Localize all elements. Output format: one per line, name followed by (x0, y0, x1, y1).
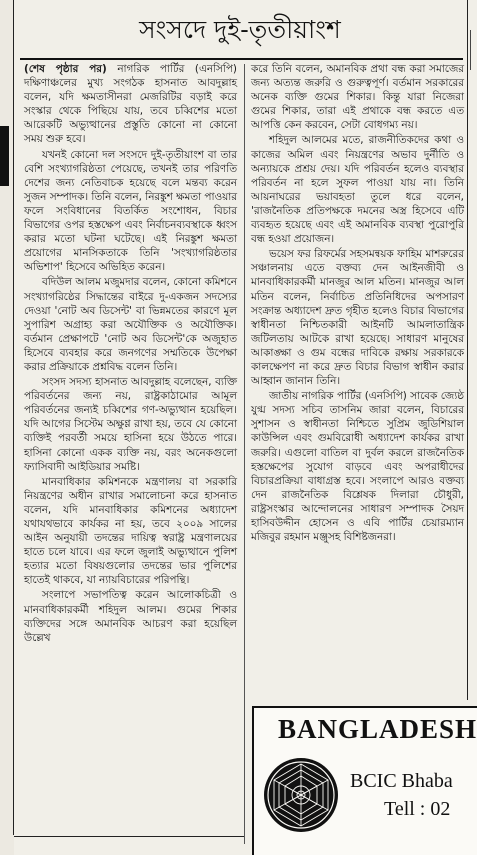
right-border-rule (467, 0, 468, 700)
paragraph-10: জাতীয় নাগরিক পার্টির (এনসিপি) সাবেক জ্যেষ্ঠ যুগ্ম সদস্য সচিব তাসনিম জারা বলেন, বিচারের সুশাসন ও স্বাধীনতা নিশ্চিতে সুপ্রিম জুডিশিয়াল কাউন্সিল এবং গুমবিরোধী অধ্যাদেশ কার্যকর রাখা জরুরি। এগুলো বাতিল বা দুর্বল করলে রাজনৈতিক হস্তক্ষেপের সুযোগ বাড়বে এবং অপরাধীদের বিচারপ্রক্রিয়া বাধাগ্রস্ত হবে। সংলাপে আরও বক্তব্য দেন রাজনৈতিক বিশ্লেষক দিলারা চৌধুরী, রাষ্ট্রসংস্কার আন্দোলনের সাধারণ সম্পাদক সৈয়দ হাসিবউদ্দীন হোসেন ও এবি পার্টির চেয়ারম্যান মজিবুর রহমান মঞ্জুসহ বিশিষ্টজনরা। (251, 390, 464, 544)
paragraph-2: যখনই কোনো দল সংসদে দুই-তৃতীয়াংশ বা তার বেশি সংখ্যাগরিষ্ঠতা পেয়েছে, তখনই তার পরিণতি দেশের জন্য নেতিবাচক হয়েছে বলে মন্তব্য করেন সুজন সম্পাদক। তিনি বলেন, নিরঙ্কুশ ক্ষমতা পাওয়ার ফলে সংবিধানের বিতর্কিত সংশোধন, বিচার বিভাগের ওপর হস্তক্ষেপ এবং নির্বাচনব্যবস্থাকে ধ্বংস করার মতো ঘটনা ঘটেছে। এই নিরঙ্কুশ ক্ষমতা প্রয়োগের মানসিকতাকে তিনি 'সংখ্যাগরিষ্ঠতার অভিশাপ' হিসেবে অভিহিত করেন। (24, 148, 237, 274)
ad-title: BANGLADESH (278, 714, 477, 744)
advertisement-box (252, 706, 477, 855)
paragraph-9: ভয়েস ফর রিফর্মের সহসমন্বয়ক ফাহিম মাশরুরের সঞ্চালনায় এতে বক্তব্য দেন আইনজীবী ও মানবাধিকারকর্মী মানজুর আল মতিন। মানজুর আল মতিন বলেন, নির্বাচিত প্রতিনিধিদের অপসারণ সংক্রান্ত অধ্যাদেশ দ্রুত গৃহীত হলেও বিচার বিভাগের স্বাধীনতা নিশ্চিতকারী আইনটি আমলাতান্ত্রিক জটিলতায় আটকে রাখা হয়েছে। সাধারণ মানুষের আকাঙ্ক্ষা ও গুম বন্ধের দাবিকে রক্ষায় সরকারকে কালক্ষেপণ না করে দ্রুত বিচার বিভাগ স্বাধীন করার আহ্বান জানান তিনি। (251, 248, 464, 388)
bcic-logo-icon (262, 756, 340, 834)
ad-phone-line: Tell : 02 (384, 798, 451, 820)
adjacent-column-marker (0, 126, 9, 186)
paragraph-1-text: নাগরিক পার্টির (এনসিপি) দক্ষিণাঞ্চলের মুখ্য সংগঠক হাসনাত আবদুল্লাহ বলেন, যদি ক্ষমতাসীনরা মেজরিটির বড়াই করে সংস্কার থেকে পিছিয়ে যায়, তবে চব্বিশের মতো আরেকটি অভ্যুত্থানের প্রস্তুতি কোনো না কোনো সময় শুরু হবে। (24, 63, 237, 146)
article-headline: সংসদে দুই-তৃতীয়াংশ (139, 14, 341, 44)
paragraph-8: শহিদুল আলমের মতে, রাজনীতিকদের কথা ও কাজের অমিল এবং নিয়ন্ত্রণের অভাব দুর্নীতি ও অন্যায়কে প্রশ্রয় দেয়। যদি পরিবর্তন হলেও ব্যবস্থার পরিবর্তন না হলে সুফল পাওয়া যায় না। তিনি আয়নাঘরের ভয়াবহতা তুলে ধরে বলেন, 'রাজনৈতিক প্রতিপক্ষকে দমনের অস্ত্র হিসেবে এটি ব্যবহৃত হয়েছে এবং এই অমানবিক ব্যবস্থা পুরোপুরি বন্ধ হওয়া প্রয়োজন। (251, 134, 464, 246)
ad-address-line: BCIC Bhaba (350, 770, 453, 792)
paragraph-6: সংলাপে সভাপতিত্ব করেন আলোকচিত্রী ও মানবাধিকারকর্মী শহিদুল আলম। গুমের শিকার ব্যক্তিদের সঙ্গে অমানবিক আচরণ করা হয়েছিল উল্লেখ (24, 589, 237, 644)
headline-divider (20, 58, 463, 60)
article-column-left (24, 62, 237, 646)
paragraph-7: করে তিনি বলেন, অমানবিক প্রথা বন্ধ করা সমাজের জন্য অত্যন্ত জরুরি ও গুরুত্বপূর্ণ। বর্তমান সরকারের অনেক ব্যক্তি গুমের শিকার। কিন্তু যারা নিজেরা গুমের শিকার, তারা এই প্রথাকে বন্ধ করতে এত আপত্তি কেন করবেন, সেটা বোধগম্য নয়। (251, 63, 464, 132)
paragraph-4: সংসদ সদস্য হাসনাত আবদুল্লাহ বলেছেন, ব্যক্তি পরিবর্তনের জন্য নয়, রাষ্ট্রকাঠামোর আমূল পরিবর্তনের জন্যই চব্বিশের গণ-অভ্যুত্থান হয়েছিল। যদি আগের সিস্টেম অক্ষুণ্ণ রাখা হয়, তবে যে কোনো ব্যক্তিই পরবর্তী সময়ে হাসিনা হয়ে উঠতে পারে। হাসিনা কোনো একক ব্যক্তি নয়, বরং অনেকগুলো ফ্যাসিবাদী আইডিয়ার সমষ্টি। (24, 376, 237, 473)
adjacent-page-edge (470, 30, 477, 70)
article-column-right (251, 62, 464, 545)
bottom-border-rule (14, 836, 244, 837)
paragraph-3: বদিউল আলম মজুমদার বলেন, কোনো কমিশনে সংখ্যাগরিষ্ঠের সিদ্ধান্তের বাইরে দু-একজন সদস্যের দেওয়া 'নোট অব ডিসেন্ট' বা ভিন্নমতের কারণে মূল সুপারিশ অগ্রাহ্য করা অযৌক্তিক ও অযৌক্তিক। বর্তমান প্রেক্ষাপটে 'নোট অব ডিসেন্ট'কে অজুহাত হিসেবে ব্যবহার করে জনগণের সম্মতিকে উপেক্ষা করার প্রক্রিয়াকে প্রশ্নবিদ্ধ বলেন তিনি। (24, 276, 237, 373)
continued-label: (শেষ পৃষ্ঠার পর) (24, 63, 107, 75)
paragraph-1 (24, 62, 237, 147)
left-border-rule (13, 0, 14, 835)
paragraph-5: মানবাধিকার কমিশনকে মন্ত্রণালয় বা সরকারি নিয়ন্ত্রণের অধীন রাখার সমালোচনা করে হাসনাত বলেন, যদি মানবাধিকার কমিশনের অধ্যাদেশ যথাযথভাবে কার্যকর না হয়, তবে ২০০৯ সালের আইন অনুযায়ী তদন্তের দায়িত্ব স্বরাষ্ট্র মন্ত্রণালয়ের হাতে চলে যাবে। এর ফলে জুলাই অভ্যুত্থানে পুলিশ হত্যার মতো বিষয়গুলোর তদন্তের ভার পুলিশের হাতেই থাকবে, যা ন্যায়বিচারের পরিপন্থি। (24, 475, 237, 587)
column-divider (244, 64, 245, 844)
